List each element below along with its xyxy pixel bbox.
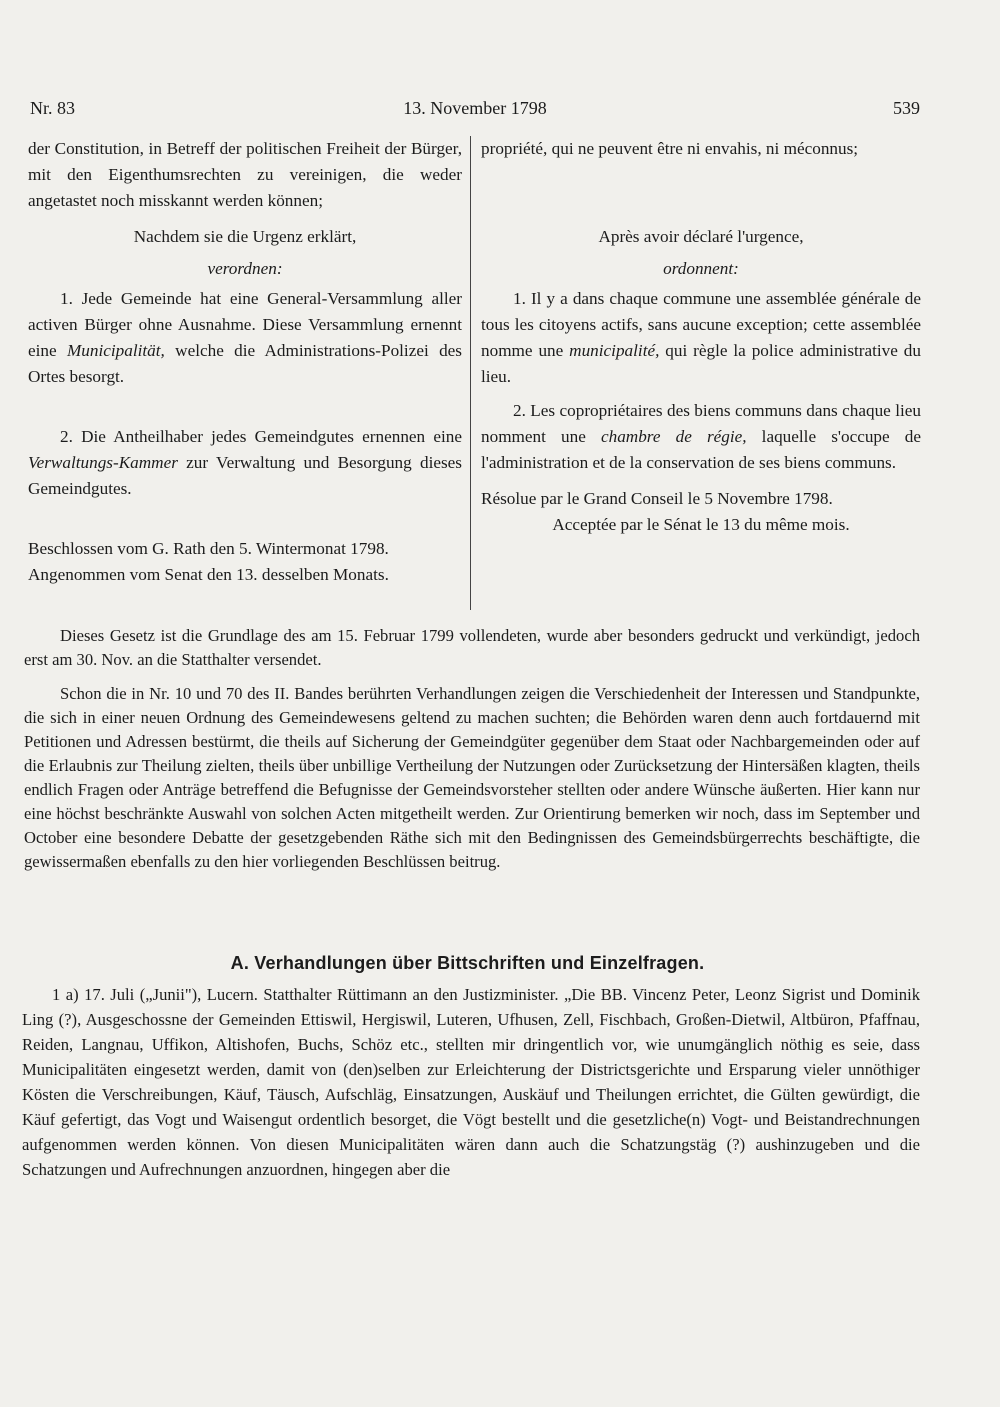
french-article-1-text-a: 1. Il y a dans chaque commune une assemblée générale de tous les citoyens actifs, sans aucune exception; cette assemblée nomme une — [481, 289, 921, 360]
german-paragraph-1: der Constitution, in Betreff der politischen Freiheit der Bürger, mit den Eigenthumsrechten zu vereinigen, die weder angetastet noch misskannt werden können; — [28, 139, 462, 210]
french-paragraph-1: propriété, qui ne peuvent être ni envahis, ni méconnus; — [481, 139, 859, 158]
german-column — [28, 136, 462, 588]
section-heading: A. Verhandlungen über Bittschriften und Einzelfragen. — [230, 953, 705, 973]
document-number: Nr. 83 — [30, 98, 75, 118]
german-article-1-text-b: welche die Administrations-Polizei des Ortes besorgt. — [28, 341, 462, 386]
french-article-1 — [481, 286, 921, 390]
french-article-2-text-b: laquelle s'occupe de l'administration et de la conservation de ses biens communs. — [481, 427, 921, 472]
german-article-2-italic: Verwaltungs-Kammer — [28, 453, 178, 472]
page-number: 539 — [893, 98, 920, 118]
page-header — [30, 98, 920, 122]
commentary — [24, 624, 920, 874]
german-article-1-text-a: 1. Jede Gemeinde hat eine General-Versammlung aller activen Bürger ohne Ausnahme. Diese Versammlung ernennt eine — [28, 289, 462, 360]
german-decree-verb-text: verordnen: — [207, 259, 283, 278]
german-decree-verb — [28, 256, 462, 282]
commentary-paragraph-2: Schon die in Nr. 10 und 70 des II. Bandes berührten Verhandlungen zeigen die Verschiedenheit der Interessen und Standpunkte, die sich in einer neuen Ordnung des Gemeindewesens geltend zu machen suchten; die Behörden waren denn auch fortdauernd mit Petitionen und Adressen bestürmt, die theils auf Sicherung der Gemeindgüter gegenüber dem Staat oder Nachbargemeinden oder auf die Erlaubnis zur Theilung zielten, theils über unbillige Vertheilung der Nutzungen oder Zurücksetzung der Hintersäßen klagten, theils endlich Fragen oder Anträge betreffend die Befugnisse der Gemeindsvorsteher stellten oder andere Wünsche äußerten. Hier kann nur eine höchst beschränkte Auswahl von solchen Acten mitgetheilt werden. Zur Orientirung bemerken wir noch, dass im September und October eine besondere Debatte der gesetzgebenden Räthe sich mit den Bedingnissen des Gemeindsbürgerrechts beschäftigte, die gewissermaßen ebenfalls zu den hier vorliegenden Beschlüssen beitrug. — [24, 684, 920, 871]
german-accepted: Angenommen vom Senat den 13. desselben Monats. — [28, 565, 389, 584]
document-entry — [22, 982, 920, 1182]
german-urgency: Nachdem sie die Urgenz erklärt, — [133, 227, 357, 246]
german-article-2-text-a: 2. Die Antheilhaber jedes Gemeindgutes ernennen eine — [60, 427, 462, 446]
french-column — [481, 136, 921, 538]
document-date: 13. November 1798 — [403, 98, 547, 118]
column-divider — [470, 136, 471, 610]
french-decree-verb-text: ordonnent: — [663, 259, 739, 278]
german-article-2-text-b: zur Verwaltung und Besorgung dieses Gemeindgutes. — [28, 453, 462, 498]
entry-paragraph: 1 a) 17. Juli („Junii"), Lucern. Statthalter Rüttimann an den Justizminister. „Die BB. Vincenz Peter, Leonz Sigrist und Dominik Ling (?), Ausgeschossne der Gemeinden Ettiswil, Hergiswil, Luteren, Ufhusen, Zell, Fischbach, Großen-Dietwil, Altbüron, Pfaffnau, Reiden, Langnau, Uffikon, Altishofen, Buchs, Schöz etc., stellten mir dringentlich vor, wie unumgänglich nöthig es seie, dass Municipalitäten eingesetzt werden, damit von (den)selben zur Erleichterung der Districtsgerichte und Ersparung vieler unnöthiger Kösten die Verschreibungen, Käuf, Täusch, Aufschläg, Einsatzungen, Auskäuf und Theilungen errichtet, die Gülten gewürdigt, die Käuf gefertigt, das Vogt und Waisengut ordentlich besorget, die Vögt bestellt und die gesetzliche(n) Vogt- und Beistandrechnungen aufgenommen werden können. Von diesen Municipalitäten wären dann auch die Schatzungstäg (?) aushinzugeben und die Schatzungen und Aufrechnungen anzuordnen, hingegen aber die — [22, 985, 920, 1179]
german-resolved: Beschlossen vom G. Rath den 5. Wintermonat 1798. — [28, 539, 389, 558]
french-article-1-italic: municipalité, — [569, 341, 660, 360]
french-article-2-text-a: 2. Les copropriétaires des biens communs dans chaque lieu nomment une — [481, 401, 921, 446]
french-resolved: Résolue par le Grand Conseil le 5 Novembre 1798. — [481, 489, 833, 508]
german-article-1-italic: Municipalität, — [66, 341, 165, 360]
german-article-1 — [28, 286, 462, 390]
french-accepted: Acceptée par le Sénat le 13 du même mois. — [552, 515, 850, 534]
french-article-1-text-b: qui règle la police administrative du lieu. — [481, 341, 921, 386]
french-decree-verb — [481, 256, 921, 282]
commentary-paragraph-1: Dieses Gesetz ist die Grundlage des am 15. Februar 1799 vollendeten, wurde aber besonders gedruckt und verkündigt, jedoch erst am 30. Nov. an die Statthalter versendet. — [24, 626, 920, 669]
french-article-2-italic: chambre de régie, — [600, 427, 747, 446]
french-urgency: Après avoir déclaré l'urgence, — [598, 227, 804, 246]
french-article-2 — [481, 398, 921, 476]
german-article-2 — [28, 424, 462, 502]
